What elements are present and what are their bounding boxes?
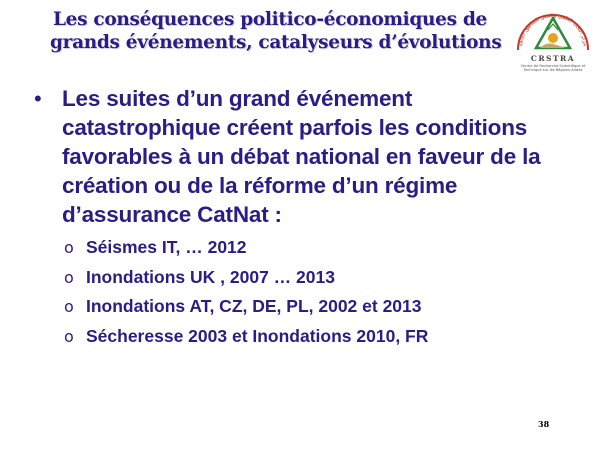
title-line-1: Les conséquences politico-économiques de <box>52 9 488 30</box>
logo-name: CRSTRA <box>530 54 576 63</box>
circle-bullet-icon: o <box>64 326 74 346</box>
sub-bullet-text: Sécheresse 2003 et Inondations 2010, FR <box>86 325 429 346</box>
sub-bullet-text: Inondations UK , 2007 … 2013 <box>86 266 335 287</box>
page-number: 38 <box>538 419 550 429</box>
circle-bullet-icon: o <box>64 267 74 287</box>
title-line-2: grands événements, catalyseurs d’évolutions <box>50 32 502 53</box>
sub-bullet <box>64 263 574 293</box>
crstra-emblem-icon <box>512 4 594 54</box>
main-bullet <box>34 84 574 229</box>
main-bullet-text: Les suites d’un grand événement catastrophique créent parfois les conditions favorables à un débat national en faveur de la création ou de la réforme d’un régime d’assurance CatNat : <box>62 86 541 227</box>
slide-title <box>50 8 502 54</box>
sub-bullet <box>64 292 574 322</box>
bullet-icon: • <box>34 86 42 111</box>
sub-bullet-list <box>34 233 574 351</box>
circle-bullet-icon: o <box>64 297 74 316</box>
slide-content <box>34 84 574 351</box>
circle-bullet-icon: o <box>64 238 74 257</box>
logo-caption: Centre de Recherche Scientifique et Technique sur les Régions Arides <box>520 64 586 73</box>
logo-arabic-text: مركز البحث العلمي والتقني للمناطق الجافة <box>518 12 588 47</box>
crstra-logo <box>512 4 594 88</box>
sub-bullet-text: Séismes IT, … 2012 <box>86 237 247 257</box>
sub-bullet <box>64 233 574 263</box>
sub-bullet <box>64 322 574 352</box>
sub-bullet-text: Inondations AT, CZ, DE, PL, 2002 et 2013 <box>86 296 422 316</box>
